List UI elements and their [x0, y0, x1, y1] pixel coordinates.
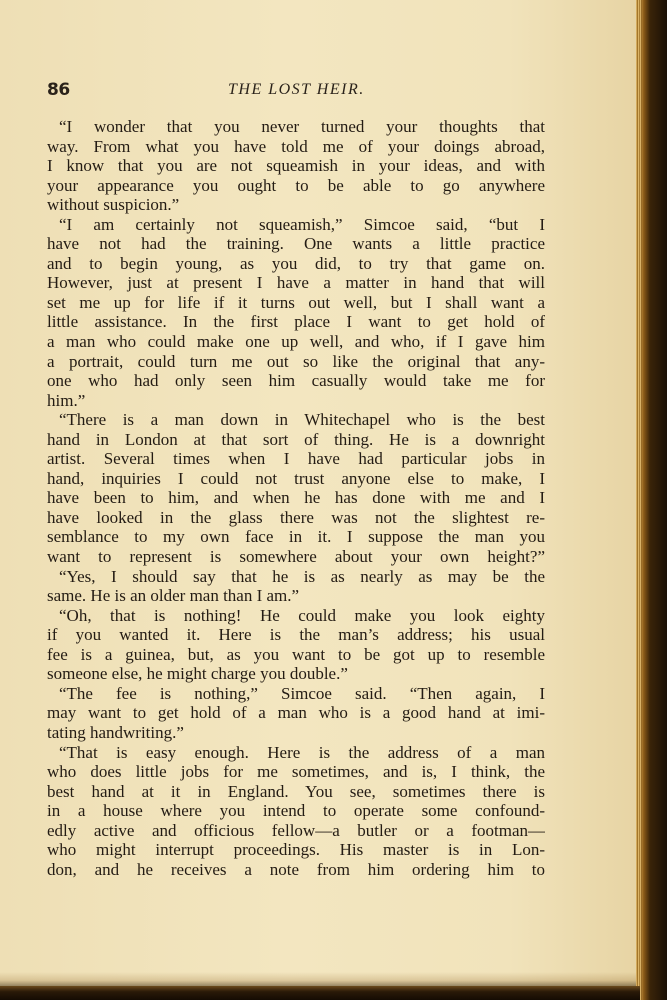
text-line: a man who could make one up well, and who, if I gave him	[47, 332, 545, 352]
text-line: “There is a man down in Whitechapel who is the best	[59, 410, 545, 430]
text-line: him.”	[47, 390, 86, 410]
book-page-edge-lines	[636, 0, 642, 1000]
text-line: want to represent is somewhere about your own height?”	[47, 547, 545, 567]
text-line: little assistance. In the first place I want to get hold of	[47, 312, 545, 332]
text-line: who does little jobs for me sometimes, and is, I think, the	[47, 762, 545, 782]
text-line: have not had the training. One wants a little practice	[47, 234, 545, 254]
text-line: if you wanted it. Here is the man’s address; his usual	[47, 625, 545, 645]
text-line: However, just at present I have a matter in hand that will	[47, 273, 545, 293]
running-head	[0, 80, 636, 102]
text-line: hand, inquiries I could not trust anyone else to make, I	[47, 468, 545, 488]
text-line: “The fee is nothing,” Simcoe said. “Then again, I	[59, 683, 545, 703]
text-line: way. From what you have told me of your doings abroad,	[47, 136, 545, 156]
text-line: fee is a guinea, but, as you want to be got up to resemble	[47, 644, 545, 664]
text-line: in a house where you intend to operate some confound-	[47, 801, 545, 821]
book-bottom-edge	[0, 986, 640, 1000]
text-line: someone else, he might charge you double.”	[47, 664, 348, 684]
text-line: semblance to my own face in it. I suppose the man you	[47, 527, 545, 547]
page-number: 86	[47, 80, 70, 100]
text-line: “I am certainly not squeamish,” Simcoe said, “but I	[59, 214, 545, 234]
text-line: don, and he receives a note from him ordering him to	[47, 859, 545, 879]
text-line: may want to get hold of a man who is a good hand at imi-	[47, 703, 545, 723]
running-title: THE LOST HEIR.	[228, 81, 365, 98]
body-text	[47, 117, 545, 879]
text-line: best hand at it in England. You see, sometimes there is	[47, 781, 545, 801]
text-line: “Oh, that is nothing! He could make you look eighty	[59, 605, 545, 625]
text-line: “That is easy enough. Here is the address of a man	[59, 742, 545, 762]
text-line: “Yes, I should say that he is as nearly as may be the	[59, 566, 545, 586]
text-line: one who had only seen him casually would take me for	[47, 371, 545, 391]
text-line: edly active and officious fellow—a butler or a footman—	[47, 820, 545, 840]
text-line: hand in London at that sort of thing. He is a downright	[47, 429, 545, 449]
text-line: same. He is an older man than I am.”	[47, 586, 300, 606]
page-bottom-shadow	[0, 972, 636, 986]
text-line: “I wonder that you never turned your thoughts that	[59, 117, 545, 136]
text-line: without suspicion.”	[47, 195, 180, 215]
text-line: a portrait, could turn me out so like the original that any-	[47, 351, 545, 371]
text-line: your appearance you ought to be able to go anywhere	[47, 175, 545, 195]
text-line: and to begin young, as you did, to try that game on.	[47, 253, 545, 273]
text-line: have been to him, and when he has done with me and I	[47, 488, 545, 508]
text-line: set me up for life if it turns out well, but I shall want a	[47, 292, 545, 312]
text-line: artist. Several times when I have had particular jobs in	[47, 449, 545, 469]
text-line: tating handwriting.”	[47, 722, 184, 742]
text-line: have looked in the glass there was not the slightest re-	[47, 507, 545, 527]
text-line: I know that you are not squeamish in your ideas, and with	[47, 156, 545, 176]
text-line: who might interrupt proceedings. His master is in Lon-	[47, 840, 545, 860]
